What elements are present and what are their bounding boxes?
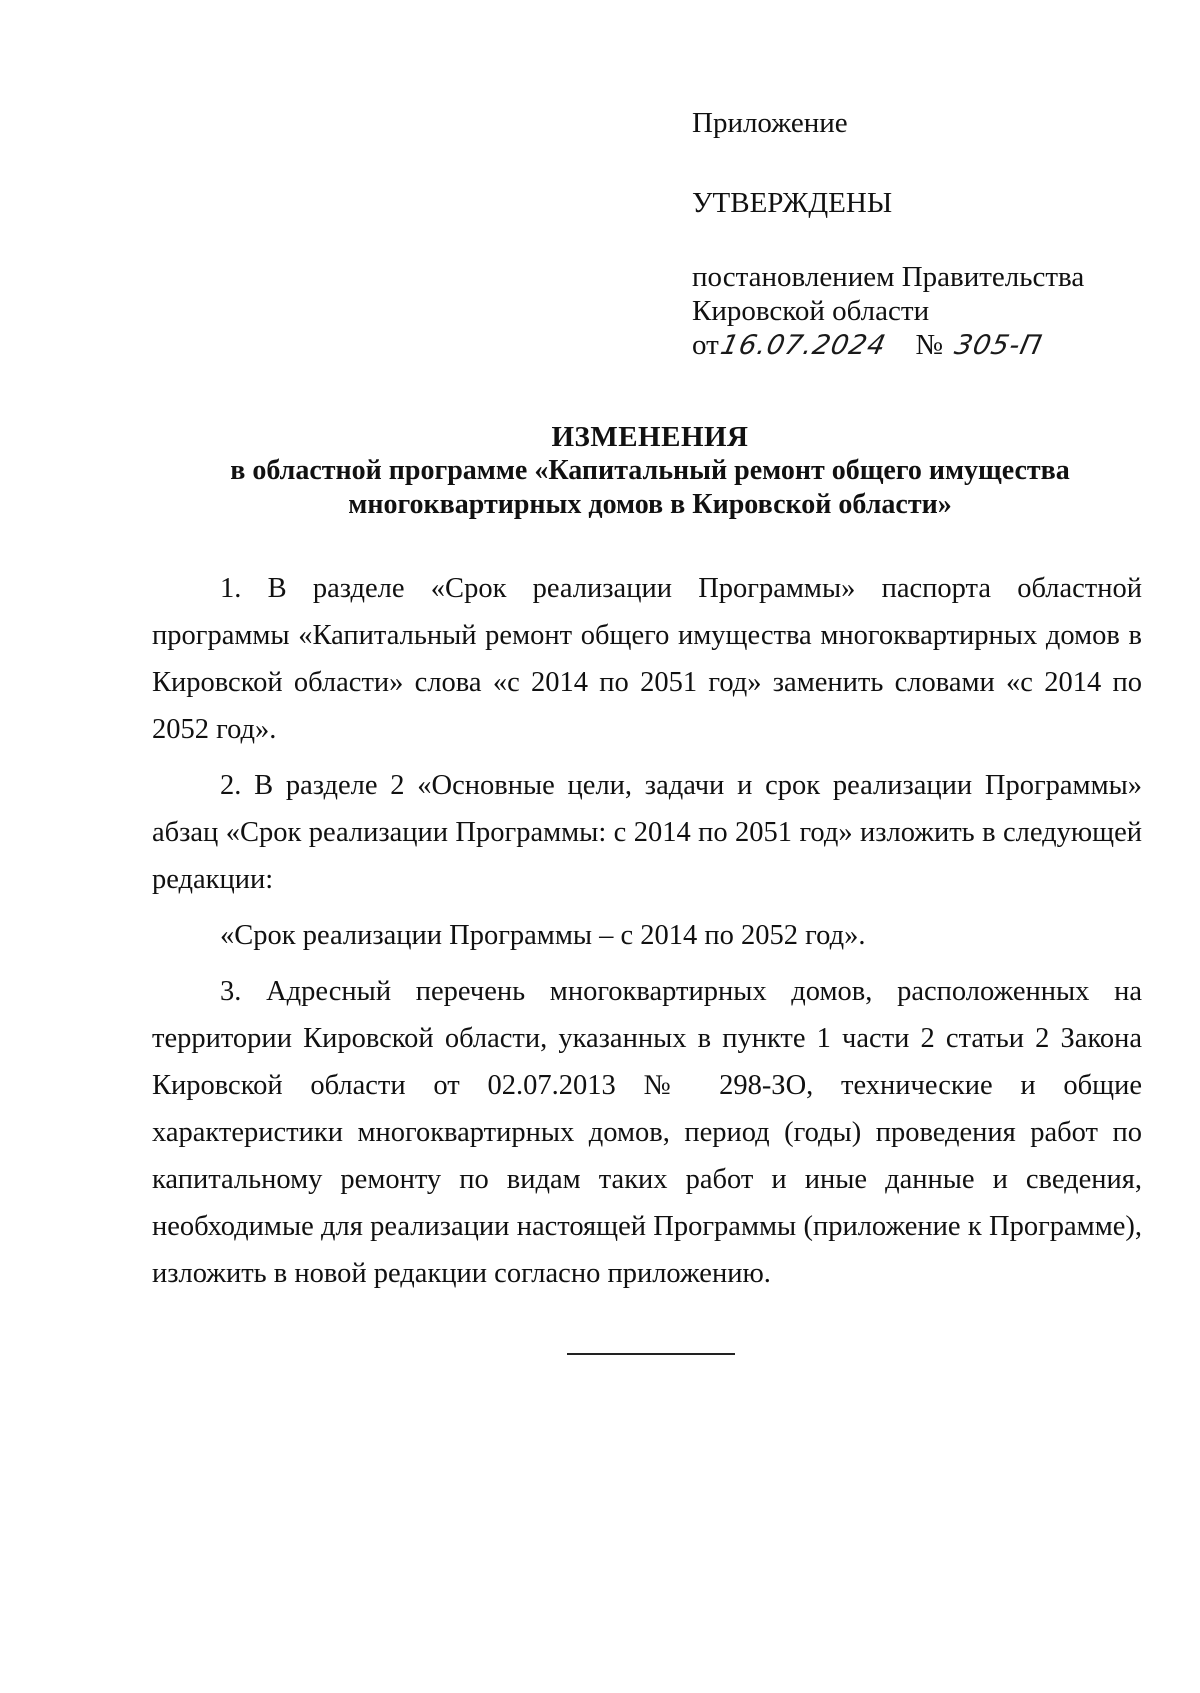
paragraph-2-quote: «Срок реализации Программы – с 2014 по 2052 год». bbox=[220, 920, 866, 951]
document-heading bbox=[150, 420, 1150, 522]
paragraph-1: 1. В разделе «Срок реализации Программы» паспорта областной программы «Капитальный ремонт общего имущества многоквартирных домов в Кировской области» слова «с 2014 по 2051 год» заменить словами «с 2014 по 2052 год». bbox=[152, 573, 1142, 745]
appendix-label: Приложение bbox=[692, 107, 848, 139]
approval-block bbox=[692, 106, 1172, 363]
paragraph-2: 2. В разделе 2 «Основные цели, задачи и срок реализации Программы» абзац «Срок реализации Программы: с 2014 по 2051 год» изложить в следующей редакции: bbox=[152, 770, 1142, 895]
number-sign: № bbox=[915, 329, 944, 361]
date-prefix: от bbox=[692, 329, 719, 361]
decree-line-1: постановлением Правительства bbox=[692, 261, 1085, 293]
decree-line-2: Кировской области bbox=[692, 295, 930, 327]
end-divider bbox=[567, 1353, 735, 1355]
heading-line-1: в областной программе «Капитальный ремонт общего имущества bbox=[230, 455, 1070, 486]
paragraph-3: 3. Адресный перечень многоквартирных домов, расположенных на территории Кировской области, указанных в пункте 1 части 2 статьи 2 Закона Кировской области от 02.07.2013 № 298-ЗО, технические и общие характеристики многоквартирных домов, период (годы) проведения работ по капитальному ремонту по видам таких работ и иные данные и сведения, необходимые для реализации настоящей Программы (приложение к Программе), изложить в новой редакции согласно приложению. bbox=[152, 976, 1142, 1289]
decree-reference bbox=[692, 260, 1172, 363]
heading-line-2: многоквартирных домов в Кировской области» bbox=[348, 489, 952, 520]
document-body bbox=[152, 565, 1142, 1306]
decree-date-number-line bbox=[692, 328, 1172, 363]
heading-title: ИЗМЕНЕНИЯ bbox=[551, 421, 749, 453]
handwritten-date: 16.07.2024 bbox=[717, 330, 889, 361]
approved-label: УТВЕРЖДЕНЫ bbox=[692, 187, 893, 219]
handwritten-number: 305-П bbox=[951, 330, 1046, 361]
